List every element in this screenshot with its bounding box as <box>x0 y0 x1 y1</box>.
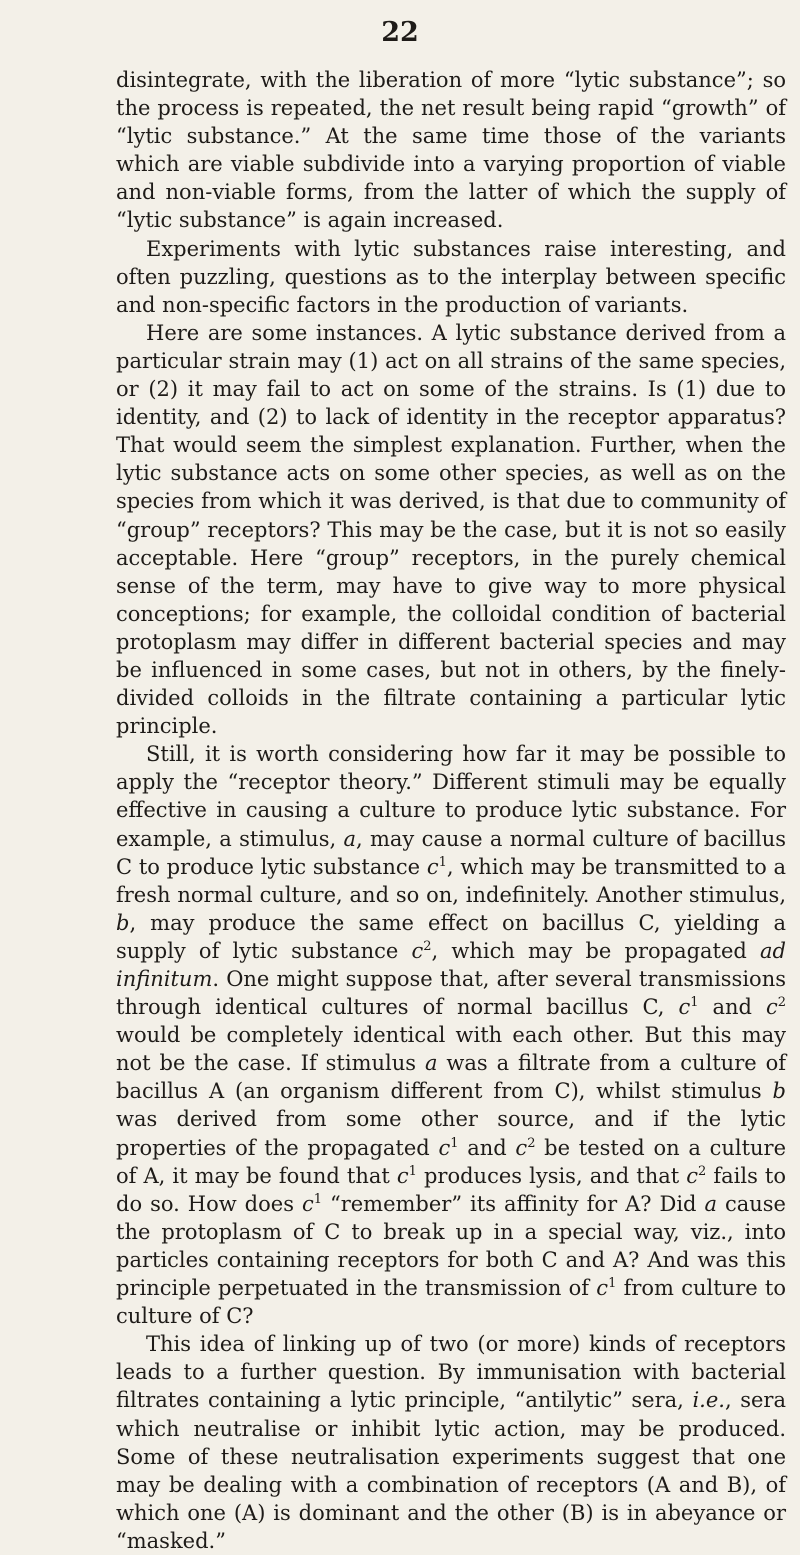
paragraph-receptor-theory: Still, it is worth considering how far it may be possible to apply the “receptor theory.” Different stimuli may be equally effective in causing a culture to produce lytic substance. For example, a stimulus, a, may cause a normal culture of bacillus C to produce lytic substance $c^1$, which may be transmitted to a fresh normal culture, and so on, indefinitely. Another stimulus, b, may produce the same effect on bacillus C, yielding a supply of lytic substance $c^2$, which may be propagated ad infinitum. One might suppose that, after several transmissions through identical cultures of normal bacillus C, $c^1$ and $c^2$ would be completely identical with each other. But this may not be the case. If stimulus a was a filtrate from a culture of bacillus A (an organism different from C), whilst stimulus b was derived from some other source, and if the lytic properties of the propagated $c^1$ and $c^2$ be tested on a culture of A, it may be found that $c^1$ produces lysis, and that $c^2$ fails to do so. How does $c^1$ “remember” its affinity for A? Did a cause the protoplasm of C to break up in a special way, viz., into particles containing receptors for both C and A? And was this principle perpetuated in the transmission of $c^1$ from culture to culture of C? <box>116 742 787 1329</box>
body-text <box>116 66 786 1555</box>
paragraph-continued: disintegrate, with the liberation of more “lytic substance”; so the process is repeated, the net result being rapid “growth” of “lytic substance.” At the same time those of the variants which are viable subdivide into a varying proportion of viable and non-viable forms, from the latter of which the supply of “lytic substance” is again increased. <box>116 68 786 233</box>
paragraph-experiments: Experiments with lytic substances raise interesting, and often puzzling, questions as to the interplay between specific and non-specific factors in the production of variants. <box>116 236 786 317</box>
paragraph-instances: Here are some instances. A lytic substance derived from a particular strain may (1) act on all strains of the same species, or (2) it may fail to act on some of the strains. Is (1) due to identity, and (2) to lack of identity in the receptor apparatus? That would seem the simplest explanation. Further, when the lytic substance acts on some other species, as well as on the species from which it was derived, is that due to community of “group” receptors? This may be the case, but it is not so easily acceptable. Here “group” receptors, in the purely chemical sense of the term, may have to give way to more physical conceptions; for example, the colloidal condition of bacterial protoplasm may differ in different bacterial species and may be influenced in some cases, but not in others, by the finely-divided colloids in the filtrate containing a particular lytic principle. <box>116 320 786 739</box>
page-number: 22 <box>381 17 419 48</box>
paragraph-linking-receptors: This idea of linking up of two (or more) kinds of receptors leads to a further question. By immunisation with bacterial filtrates containing a lytic principle, “antilytic” sera, i.e., sera which neutralise or inhibit lytic action, may be produced. Some of these neutralisation experiments suggest that one may be dealing with a combination of receptors (A and B), of which one (A) is dominant and the other (B) is in abeyance or “masked.” <box>116 1332 786 1553</box>
